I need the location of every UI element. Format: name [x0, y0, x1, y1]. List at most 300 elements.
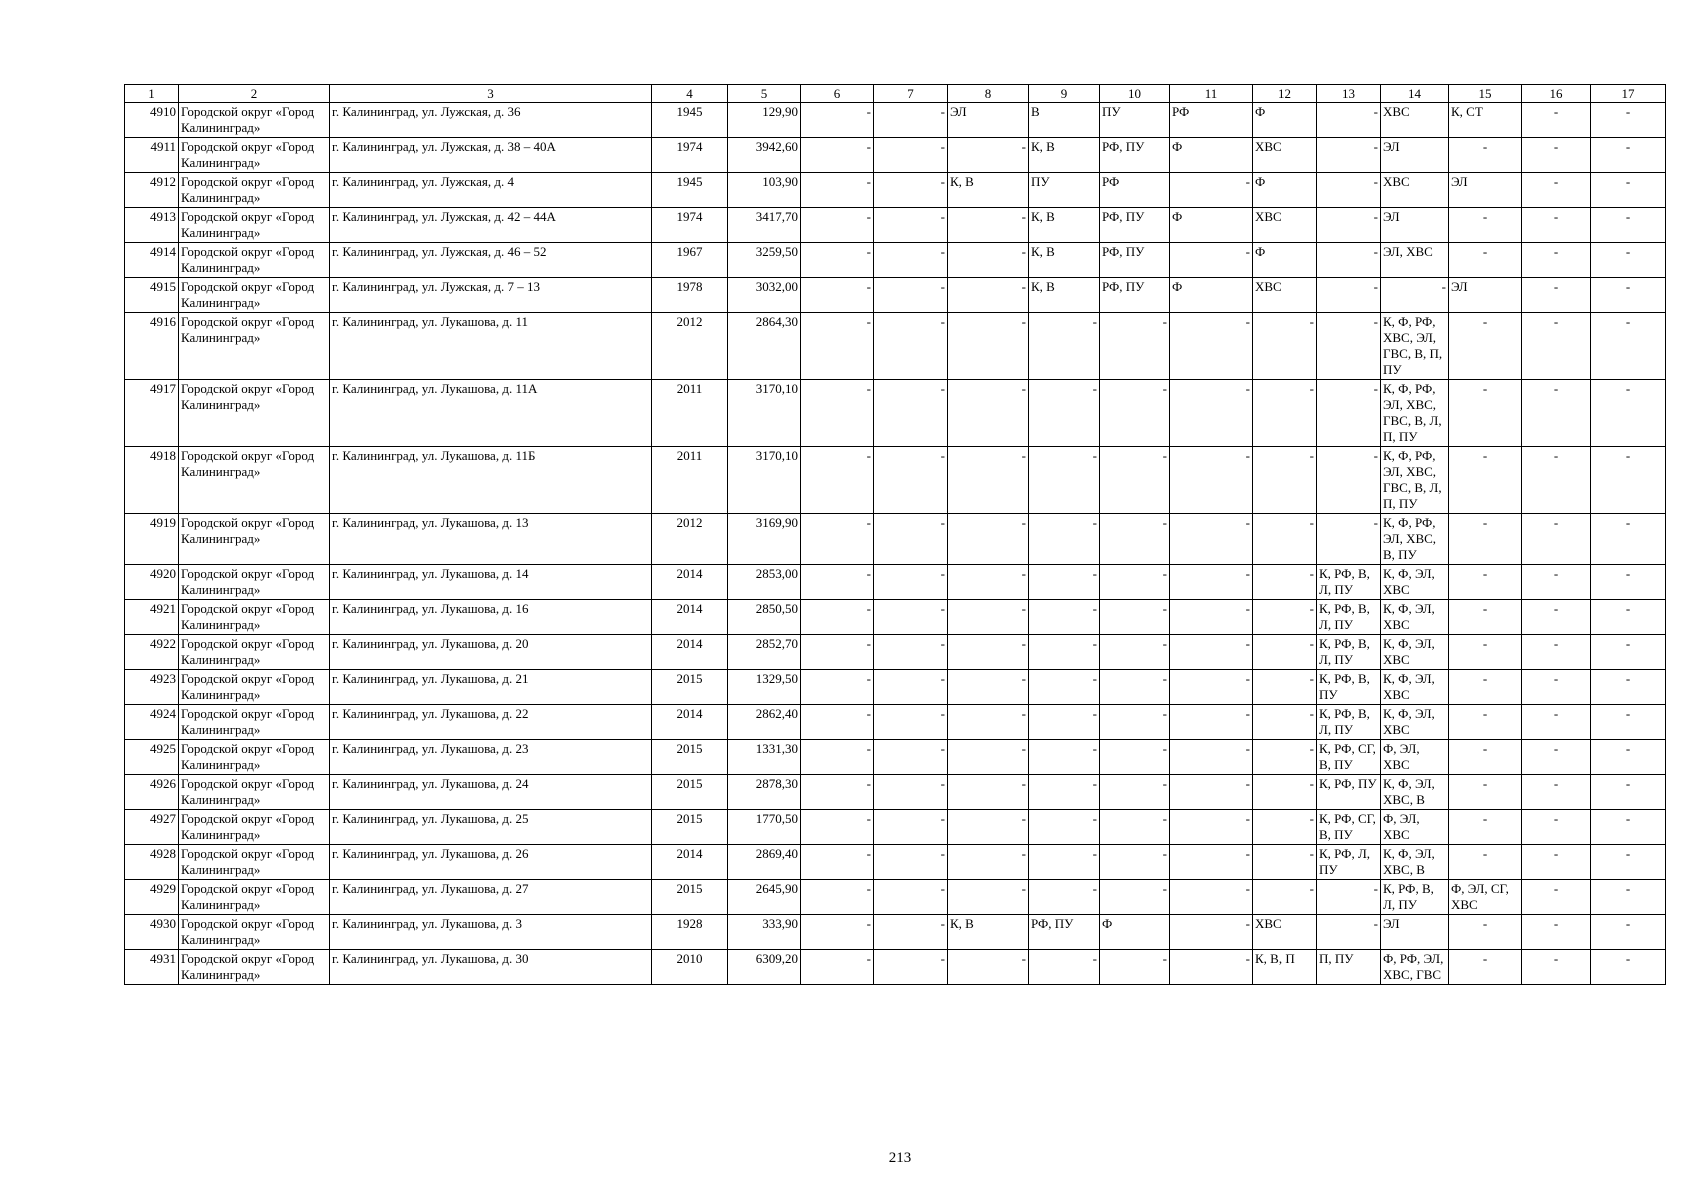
column-header-9: 9 [1029, 85, 1100, 103]
col9-cell: - [1029, 380, 1100, 447]
col8-cell: К, В [948, 173, 1029, 208]
col12-cell: Ф [1253, 243, 1317, 278]
col7-cell: - [874, 514, 948, 565]
address-cell: г. Калининград, ул. Лукашова, д. 11 [330, 313, 652, 380]
owner-cell: Городской округ «Город Калининград» [179, 775, 330, 810]
table-row [125, 600, 1666, 635]
col13-cell: - [1317, 173, 1381, 208]
header-row [125, 85, 1666, 103]
address-cell: г. Калининград, ул. Лукашова, д. 13 [330, 514, 652, 565]
year-cell: 2015 [652, 810, 728, 845]
col15-cell: - [1449, 565, 1522, 600]
row-number-cell: 4919 [125, 514, 179, 565]
table-row [125, 103, 1666, 138]
col9-cell: - [1029, 775, 1100, 810]
owner-cell: Городской округ «Город Калининград» [179, 845, 330, 880]
col15-cell: - [1449, 950, 1522, 985]
year-cell: 2010 [652, 950, 728, 985]
area-cell: 2869,40 [728, 845, 801, 880]
col9-cell: - [1029, 880, 1100, 915]
col13-cell: - [1317, 138, 1381, 173]
address-cell: г. Калининград, ул. Лужская, д. 46 – 52 [330, 243, 652, 278]
col10-cell: - [1100, 600, 1170, 635]
col6-cell: - [801, 208, 874, 243]
column-header-11: 11 [1170, 85, 1253, 103]
col6-cell: - [801, 950, 874, 985]
area-cell: 2878,30 [728, 775, 801, 810]
col11-cell: - [1170, 880, 1253, 915]
col7-cell: - [874, 950, 948, 985]
col9-cell: - [1029, 950, 1100, 985]
col13-cell: К, РФ, СГ, В, ПУ [1317, 740, 1381, 775]
col16-cell: - [1522, 313, 1591, 380]
col17-cell: - [1591, 138, 1666, 173]
area-cell: 3032,00 [728, 278, 801, 313]
row-number-cell: 4927 [125, 810, 179, 845]
address-cell: г. Калининград, ул. Лукашова, д. 24 [330, 775, 652, 810]
col8-cell: - [948, 775, 1029, 810]
col8-cell: - [948, 243, 1029, 278]
table-row [125, 447, 1666, 514]
col13-cell: К, РФ, Л, ПУ [1317, 845, 1381, 880]
area-cell: 2853,00 [728, 565, 801, 600]
col11-cell: - [1170, 173, 1253, 208]
owner-cell: Городской округ «Город Калининград» [179, 880, 330, 915]
col15-cell: К, СТ [1449, 103, 1522, 138]
row-number-cell: 4916 [125, 313, 179, 380]
col15-cell: - [1449, 740, 1522, 775]
col12-cell: - [1253, 740, 1317, 775]
col13-cell: К, РФ, В, ПУ [1317, 670, 1381, 705]
col6-cell: - [801, 670, 874, 705]
col11-cell: - [1170, 243, 1253, 278]
col11-cell: - [1170, 915, 1253, 950]
col15-cell: - [1449, 243, 1522, 278]
col7-cell: - [874, 565, 948, 600]
col6-cell: - [801, 278, 874, 313]
col6-cell: - [801, 103, 874, 138]
col13-cell: П, ПУ [1317, 950, 1381, 985]
row-number-cell: 4922 [125, 635, 179, 670]
address-cell: г. Калининград, ул. Лукашова, д. 11Б [330, 447, 652, 514]
address-cell: г. Калининград, ул. Лужская, д. 38 – 40А [330, 138, 652, 173]
col17-cell: - [1591, 670, 1666, 705]
col16-cell: - [1522, 775, 1591, 810]
address-cell: г. Калининград, ул. Лукашова, д. 30 [330, 950, 652, 985]
table-row [125, 845, 1666, 880]
col10-cell: - [1100, 880, 1170, 915]
row-number-cell: 4915 [125, 278, 179, 313]
col10-cell: - [1100, 447, 1170, 514]
year-cell: 2015 [652, 740, 728, 775]
address-cell: г. Калининград, ул. Лукашова, д. 25 [330, 810, 652, 845]
area-cell: 3170,10 [728, 447, 801, 514]
col10-cell: РФ, ПУ [1100, 138, 1170, 173]
col14-cell: К, Ф, РФ, ЭЛ, ХВС, ГВС, В, Л, П, ПУ [1381, 447, 1449, 514]
col11-cell: - [1170, 705, 1253, 740]
col6-cell: - [801, 173, 874, 208]
col8-cell: - [948, 208, 1029, 243]
owner-cell: Городской округ «Город Калининград» [179, 380, 330, 447]
col11-cell: - [1170, 950, 1253, 985]
col10-cell: - [1100, 950, 1170, 985]
col16-cell: - [1522, 103, 1591, 138]
year-cell: 1978 [652, 278, 728, 313]
col17-cell: - [1591, 380, 1666, 447]
col9-cell: - [1029, 600, 1100, 635]
col16-cell: - [1522, 950, 1591, 985]
owner-cell: Городской округ «Город Калининград» [179, 138, 330, 173]
page-number: 213 [888, 1150, 912, 1166]
row-number-cell: 4925 [125, 740, 179, 775]
table-row [125, 880, 1666, 915]
col13-cell: - [1317, 208, 1381, 243]
column-header-5: 5 [728, 85, 801, 103]
address-cell: г. Калининград, ул. Лукашова, д. 20 [330, 635, 652, 670]
table-row [125, 635, 1666, 670]
col14-cell: К, Ф, ЭЛ, ХВС, В [1381, 775, 1449, 810]
col17-cell: - [1591, 514, 1666, 565]
col8-cell: - [948, 950, 1029, 985]
table-row [125, 514, 1666, 565]
col8-cell: - [948, 600, 1029, 635]
col6-cell: - [801, 447, 874, 514]
col13-cell: - [1317, 313, 1381, 380]
col11-cell: - [1170, 810, 1253, 845]
table-row [125, 565, 1666, 600]
col12-cell: - [1253, 635, 1317, 670]
col13-cell: - [1317, 278, 1381, 313]
col13-cell: - [1317, 915, 1381, 950]
col7-cell: - [874, 775, 948, 810]
table-row [125, 915, 1666, 950]
col17-cell: - [1591, 447, 1666, 514]
col17-cell: - [1591, 845, 1666, 880]
col11-cell: РФ [1170, 103, 1253, 138]
year-cell: 2014 [652, 565, 728, 600]
col13-cell: К, РФ, В, Л, ПУ [1317, 705, 1381, 740]
address-cell: г. Калининград, ул. Лужская, д. 42 – 44А [330, 208, 652, 243]
col16-cell: - [1522, 915, 1591, 950]
table-row [125, 380, 1666, 447]
column-header-4: 4 [652, 85, 728, 103]
row-number-cell: 4930 [125, 915, 179, 950]
col17-cell: - [1591, 313, 1666, 380]
col11-cell: - [1170, 313, 1253, 380]
col15-cell: - [1449, 380, 1522, 447]
col9-cell: К, В [1029, 208, 1100, 243]
col11-cell: - [1170, 775, 1253, 810]
col9-cell: - [1029, 313, 1100, 380]
area-cell: 1331,30 [728, 740, 801, 775]
col7-cell: - [874, 880, 948, 915]
col15-cell: ЭЛ [1449, 173, 1522, 208]
col7-cell: - [874, 173, 948, 208]
col15-cell: - [1449, 915, 1522, 950]
col7-cell: - [874, 138, 948, 173]
col16-cell: - [1522, 243, 1591, 278]
table-row [125, 950, 1666, 985]
table-row [125, 740, 1666, 775]
col9-cell: - [1029, 810, 1100, 845]
owner-cell: Городской округ «Город Калининград» [179, 514, 330, 565]
col10-cell: - [1100, 705, 1170, 740]
col11-cell: Ф [1170, 278, 1253, 313]
col14-cell: К, Ф, ЭЛ, ХВС [1381, 670, 1449, 705]
col10-cell: - [1100, 313, 1170, 380]
col12-cell: - [1253, 313, 1317, 380]
owner-cell: Городской округ «Город Калининград» [179, 950, 330, 985]
owner-cell: Городской округ «Город Калининград» [179, 670, 330, 705]
col15-cell: ЭЛ [1449, 278, 1522, 313]
col10-cell: РФ, ПУ [1100, 278, 1170, 313]
col10-cell: - [1100, 565, 1170, 600]
col12-cell: - [1253, 447, 1317, 514]
year-cell: 2014 [652, 600, 728, 635]
col11-cell: - [1170, 565, 1253, 600]
address-cell: г. Калининград, ул. Лужская, д. 36 [330, 103, 652, 138]
year-cell: 1974 [652, 208, 728, 243]
col8-cell: - [948, 447, 1029, 514]
table-row [125, 775, 1666, 810]
col6-cell: - [801, 514, 874, 565]
owner-cell: Городской округ «Город Калининград» [179, 173, 330, 208]
year-cell: 1967 [652, 243, 728, 278]
col12-cell: - [1253, 845, 1317, 880]
col16-cell: - [1522, 380, 1591, 447]
col12-cell: Ф [1253, 173, 1317, 208]
address-cell: г. Калининград, ул. Лукашова, д. 14 [330, 565, 652, 600]
col16-cell: - [1522, 845, 1591, 880]
col14-cell: К, Ф, РФ, ЭЛ, ХВС, В, ПУ [1381, 514, 1449, 565]
col12-cell: - [1253, 810, 1317, 845]
col9-cell: - [1029, 635, 1100, 670]
col8-cell: ЭЛ [948, 103, 1029, 138]
col12-cell: К, В, П [1253, 950, 1317, 985]
year-cell: 2011 [652, 380, 728, 447]
col13-cell: - [1317, 514, 1381, 565]
col8-cell: - [948, 313, 1029, 380]
col16-cell: - [1522, 565, 1591, 600]
col13-cell: К, РФ, В, Л, ПУ [1317, 565, 1381, 600]
col8-cell: - [948, 740, 1029, 775]
col8-cell: К, В [948, 915, 1029, 950]
col9-cell: К, В [1029, 243, 1100, 278]
col6-cell: - [801, 740, 874, 775]
col16-cell: - [1522, 670, 1591, 705]
col17-cell: - [1591, 208, 1666, 243]
col14-cell: Ф, ЭЛ, ХВС [1381, 810, 1449, 845]
col12-cell: - [1253, 565, 1317, 600]
row-number-cell: 4921 [125, 600, 179, 635]
col14-cell: ХВС [1381, 173, 1449, 208]
col13-cell: - [1317, 380, 1381, 447]
col17-cell: - [1591, 705, 1666, 740]
year-cell: 2012 [652, 514, 728, 565]
col8-cell: - [948, 810, 1029, 845]
row-number-cell: 4910 [125, 103, 179, 138]
row-number-cell: 4926 [125, 775, 179, 810]
table-row [125, 278, 1666, 313]
area-cell: 2852,70 [728, 635, 801, 670]
col16-cell: - [1522, 138, 1591, 173]
address-cell: г. Калининград, ул. Лукашова, д. 3 [330, 915, 652, 950]
col9-cell: - [1029, 514, 1100, 565]
area-cell: 1770,50 [728, 810, 801, 845]
col16-cell: - [1522, 740, 1591, 775]
col12-cell: ХВС [1253, 138, 1317, 173]
col9-cell: ПУ [1029, 173, 1100, 208]
col17-cell: - [1591, 950, 1666, 985]
col13-cell: К, РФ, СГ, В, ПУ [1317, 810, 1381, 845]
year-cell: 2011 [652, 447, 728, 514]
area-cell: 3942,60 [728, 138, 801, 173]
area-cell: 6309,20 [728, 950, 801, 985]
col10-cell: ПУ [1100, 103, 1170, 138]
year-cell: 2015 [652, 775, 728, 810]
col10-cell: Ф [1100, 915, 1170, 950]
owner-cell: Городской округ «Город Калининград» [179, 810, 330, 845]
col17-cell: - [1591, 775, 1666, 810]
area-cell: 3259,50 [728, 243, 801, 278]
col10-cell: - [1100, 670, 1170, 705]
column-header-16: 16 [1522, 85, 1591, 103]
col10-cell: - [1100, 635, 1170, 670]
col9-cell: - [1029, 705, 1100, 740]
col9-cell: - [1029, 740, 1100, 775]
column-header-10: 10 [1100, 85, 1170, 103]
col12-cell: - [1253, 380, 1317, 447]
year-cell: 2014 [652, 705, 728, 740]
owner-cell: Городской округ «Город Калининград» [179, 313, 330, 380]
col14-cell: ЭЛ [1381, 208, 1449, 243]
area-cell: 3169,90 [728, 514, 801, 565]
col11-cell: Ф [1170, 138, 1253, 173]
row-number-cell: 4911 [125, 138, 179, 173]
col12-cell: - [1253, 705, 1317, 740]
col7-cell: - [874, 915, 948, 950]
col16-cell: - [1522, 208, 1591, 243]
col7-cell: - [874, 600, 948, 635]
col14-cell: К, Ф, РФ, ХВС, ЭЛ, ГВС, В, П, ПУ [1381, 313, 1449, 380]
col15-cell: - [1449, 138, 1522, 173]
col13-cell: К, РФ, ПУ [1317, 775, 1381, 810]
col15-cell: - [1449, 635, 1522, 670]
owner-cell: Городской округ «Город Калининград» [179, 705, 330, 740]
col9-cell: РФ, ПУ [1029, 915, 1100, 950]
col9-cell: К, В [1029, 138, 1100, 173]
address-cell: г. Калининград, ул. Лукашова, д. 23 [330, 740, 652, 775]
col14-cell: ХВС [1381, 103, 1449, 138]
owner-cell: Городской округ «Город Калининград» [179, 565, 330, 600]
col9-cell: - [1029, 447, 1100, 514]
table-row [125, 313, 1666, 380]
row-number-cell: 4924 [125, 705, 179, 740]
owner-cell: Городской округ «Город Калининград» [179, 243, 330, 278]
row-number-cell: 4931 [125, 950, 179, 985]
col10-cell: РФ [1100, 173, 1170, 208]
year-cell: 2014 [652, 635, 728, 670]
col6-cell: - [801, 915, 874, 950]
col16-cell: - [1522, 600, 1591, 635]
col7-cell: - [874, 103, 948, 138]
col14-cell: К, Ф, ЭЛ, ХВС [1381, 705, 1449, 740]
col15-cell: - [1449, 313, 1522, 380]
col6-cell: - [801, 243, 874, 278]
col17-cell: - [1591, 103, 1666, 138]
col14-cell: К, Ф, ЭЛ, ХВС, В [1381, 845, 1449, 880]
area-cell: 129,90 [728, 103, 801, 138]
col11-cell: - [1170, 740, 1253, 775]
col7-cell: - [874, 705, 948, 740]
col17-cell: - [1591, 600, 1666, 635]
col7-cell: - [874, 243, 948, 278]
register-table [124, 84, 1666, 985]
col11-cell: - [1170, 845, 1253, 880]
col11-cell: - [1170, 380, 1253, 447]
column-header-7: 7 [874, 85, 948, 103]
col11-cell: - [1170, 514, 1253, 565]
col7-cell: - [874, 740, 948, 775]
col17-cell: - [1591, 565, 1666, 600]
col9-cell: К, В [1029, 278, 1100, 313]
col8-cell: - [948, 138, 1029, 173]
col17-cell: - [1591, 915, 1666, 950]
year-cell: 1928 [652, 915, 728, 950]
year-cell: 2012 [652, 313, 728, 380]
row-number-cell: 4928 [125, 845, 179, 880]
col7-cell: - [874, 208, 948, 243]
col7-cell: - [874, 313, 948, 380]
col16-cell: - [1522, 447, 1591, 514]
address-cell: г. Калининград, ул. Лукашова, д. 21 [330, 670, 652, 705]
col8-cell: - [948, 635, 1029, 670]
col17-cell: - [1591, 278, 1666, 313]
col16-cell: - [1522, 278, 1591, 313]
table-row [125, 243, 1666, 278]
row-number-cell: 4918 [125, 447, 179, 514]
col16-cell: - [1522, 635, 1591, 670]
col9-cell: - [1029, 670, 1100, 705]
col9-cell: В [1029, 103, 1100, 138]
year-cell: 1945 [652, 103, 728, 138]
owner-cell: Городской округ «Город Калининград» [179, 103, 330, 138]
col14-cell: К, Ф, ЭЛ, ХВС [1381, 635, 1449, 670]
col10-cell: - [1100, 810, 1170, 845]
col11-cell: - [1170, 600, 1253, 635]
col9-cell: - [1029, 845, 1100, 880]
col10-cell: - [1100, 740, 1170, 775]
address-cell: г. Калининград, ул. Лужская, д. 4 [330, 173, 652, 208]
col14-cell: ЭЛ, ХВС [1381, 243, 1449, 278]
col14-cell: ЭЛ [1381, 138, 1449, 173]
col15-cell: - [1449, 600, 1522, 635]
table-row [125, 670, 1666, 705]
row-number-cell: 4917 [125, 380, 179, 447]
address-cell: г. Калининград, ул. Лукашова, д. 26 [330, 845, 652, 880]
row-number-cell: 4914 [125, 243, 179, 278]
column-header-2: 2 [179, 85, 330, 103]
owner-cell: Городской округ «Город Калининград» [179, 635, 330, 670]
col12-cell: ХВС [1253, 915, 1317, 950]
area-cell: 3170,10 [728, 380, 801, 447]
col15-cell: - [1449, 705, 1522, 740]
col12-cell: - [1253, 514, 1317, 565]
address-cell: г. Калининград, ул. Лукашова, д. 16 [330, 600, 652, 635]
column-header-8: 8 [948, 85, 1029, 103]
year-cell: 1945 [652, 173, 728, 208]
col15-cell: Ф, ЭЛ, СГ, ХВС [1449, 880, 1522, 915]
